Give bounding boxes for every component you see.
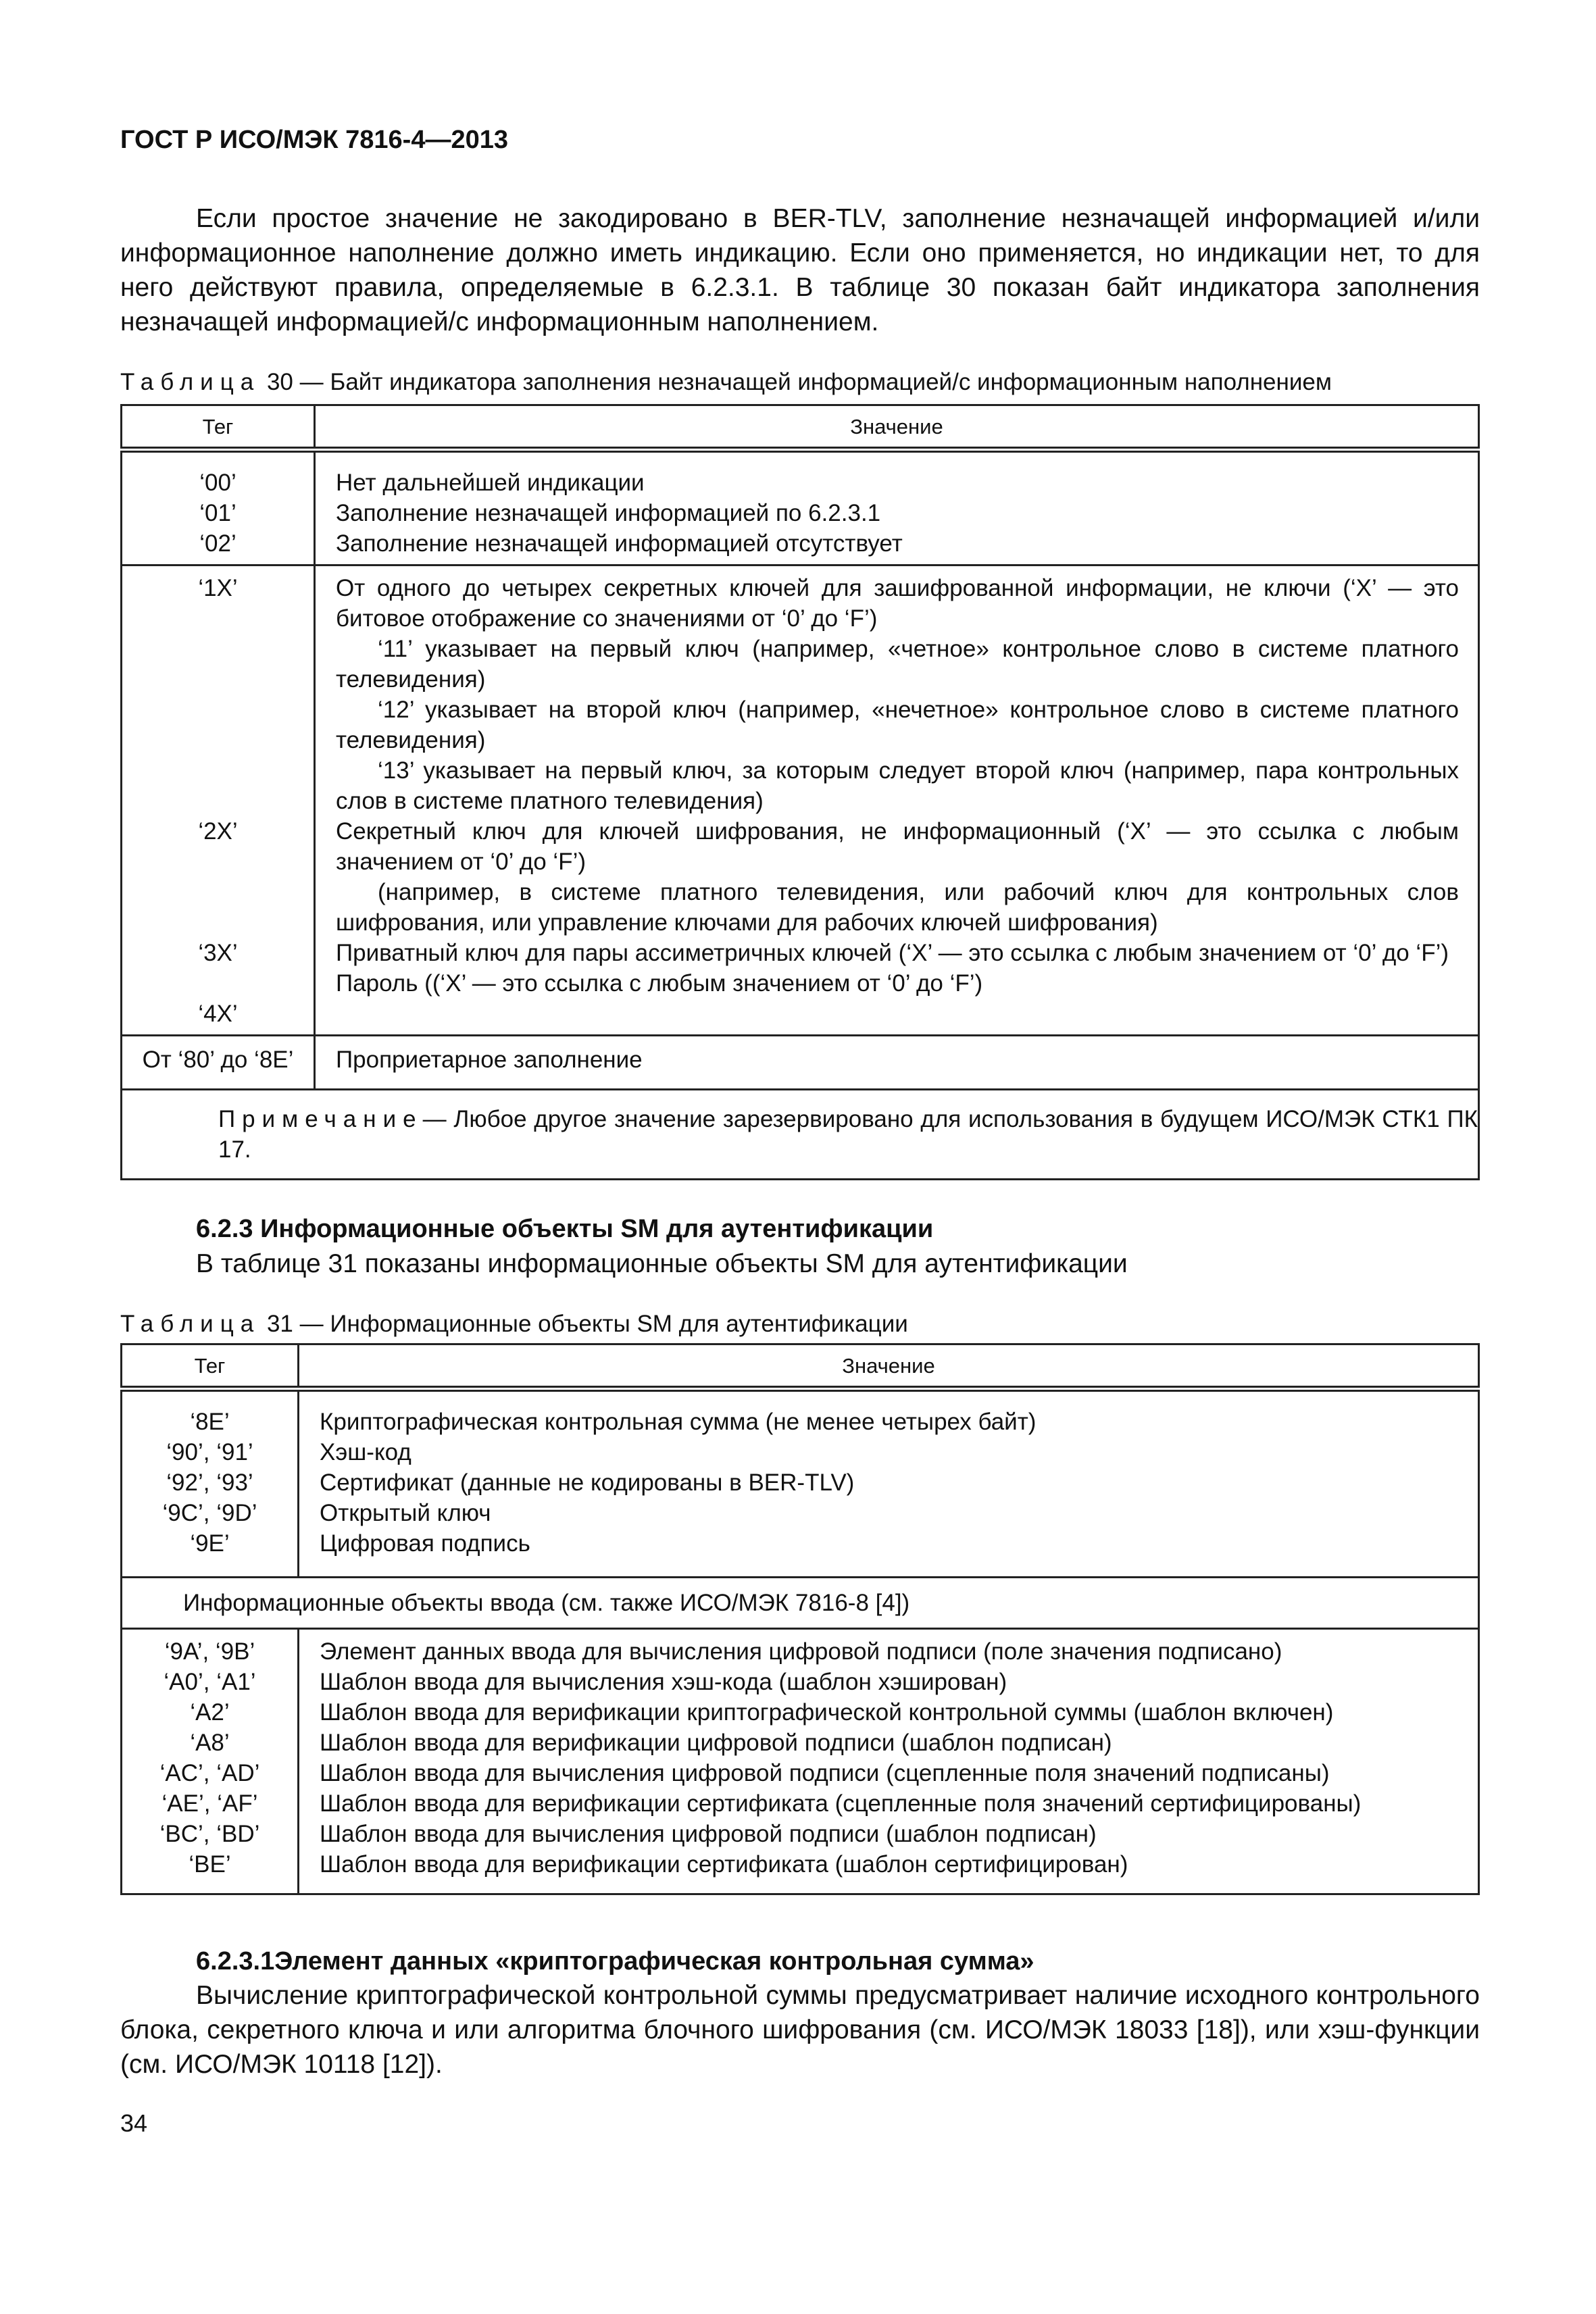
tag-value: ‘AE’, ‘AF’ xyxy=(161,1790,258,1817)
value-text: Криптографическая контрольная сумма (не менее четырех байт) xyxy=(320,1409,1037,1435)
tag-value: ‘3X’ xyxy=(198,940,238,966)
table30-col-value: Значение xyxy=(315,405,1479,450)
table31-header-row xyxy=(122,1344,1479,1389)
value-text: Пароль ((‘X’ — это ссылка с любым значением от ‘0’ до ‘F’) xyxy=(336,970,983,997)
tag-value: ‘1X’ xyxy=(198,575,238,601)
value-text: Шаблон ввода для верификации цифровой подписи (шаблон подписан) xyxy=(320,1730,1112,1756)
table31-caption xyxy=(120,1311,1480,1338)
section-6231-title: 6.2.3.1Элемент данных «криптографическая контрольная сумма» xyxy=(196,1947,1034,1976)
table31-caption-text: 31 — Информационные объекты SM для аутентификации xyxy=(266,1311,908,1337)
value-cell xyxy=(299,1389,1479,1578)
value-text: Заполнение незначащей информацией отсутствует xyxy=(336,530,903,557)
value-text: Шаблон ввода для вычисления цифровой подписи (шаблон подписан) xyxy=(320,1821,1097,1847)
value-text: ‘12’ указывает на второй ключ (например, «нечетное» контрольное слово в системе платного телевидения) xyxy=(336,697,1459,753)
table31 xyxy=(120,1343,1480,1895)
document-header: ГОСТ Р ИСО/МЭК 7816-4—2013 xyxy=(120,126,508,154)
value-cell xyxy=(299,1629,1479,1894)
section-623-title: 6.2.3 Информационные объекты SM для аутентификации xyxy=(196,1215,934,1243)
tag-value: ‘01’ xyxy=(199,500,236,526)
tag-cell: От ‘80’ до ‘8E’ xyxy=(122,1036,315,1090)
value-text: Шаблон ввода для вычисления хэш-кода (шаблон хэширован) xyxy=(320,1669,1007,1695)
tag-cell xyxy=(122,450,315,565)
tag-cell xyxy=(122,1389,299,1578)
tag-value: ‘2X’ xyxy=(198,818,238,845)
value-text: Приватный ключ для пары ассиметричных ключей (‘X’ — это ссылка с любым значением от ‘0’ до ‘F’) xyxy=(336,940,1449,966)
table30 xyxy=(120,404,1480,1180)
tag-value: ‘00’ xyxy=(199,470,236,496)
value-text: Шаблон ввода для верификации криптографической контрольной суммы (шаблон включен) xyxy=(320,1699,1334,1726)
tag-value: ‘92’, ‘93’ xyxy=(166,1469,253,1496)
table-row xyxy=(122,565,1479,1036)
value-text: Открытый ключ xyxy=(320,1500,491,1526)
tag-value: ‘AC’, ‘AD’ xyxy=(159,1760,260,1786)
table30-header-row xyxy=(122,405,1479,450)
value-text: Заполнение незначащей информацией по 6.2.3.1 xyxy=(336,500,881,526)
table-row xyxy=(122,450,1479,565)
tag-value: ‘90’, ‘91’ xyxy=(166,1439,253,1465)
table30-caption-text: 30 — Байт индикатора заполнения незначащей информацией/с информационным наполнением xyxy=(266,369,1332,395)
tag-value: ‘9C’, ‘9D’ xyxy=(162,1500,257,1526)
tag-value: ‘8E’ xyxy=(190,1409,230,1435)
table31-col-tag: Тег xyxy=(122,1344,299,1389)
value-cell xyxy=(315,450,1479,565)
tag-value: ‘02’ xyxy=(199,530,236,557)
span-row-cell: Информационные объекты ввода (см. также ИСО/МЭК 7816-8 [4]) xyxy=(122,1578,1479,1629)
table31-col-value: Значение xyxy=(299,1344,1479,1389)
value-text: Шаблон ввода для верификации сертификата (сцепленные поля значений сертифицированы) xyxy=(320,1790,1362,1817)
page-number: 34 xyxy=(120,2109,148,2137)
tag-value: ‘BC’, ‘BD’ xyxy=(159,1821,260,1847)
table30-note-row xyxy=(122,1090,1479,1180)
table-row xyxy=(122,1629,1479,1894)
table30-note xyxy=(122,1090,1479,1180)
tag-value: ‘9E’ xyxy=(190,1530,230,1557)
section-6231-text: Вычисление криптографической контрольной суммы предусматривает наличие исходного контрольного блока, секретного ключа и или алгоритма блочного шифрования (см. ИСО/МЭК 18033 [18]), или хэш-функции (см. ИСО/МЭК 10118 [12]). xyxy=(120,1981,1480,2079)
section-623-text: В таблице 31 показаны информационные объекты SM для аутентификации xyxy=(196,1249,1128,1278)
value-text: Сертификат (данные не кодированы в BER-TLV) xyxy=(320,1469,855,1496)
value-text: Шаблон ввода для вычисления цифровой подписи (сцепленные поля значений подписаны) xyxy=(320,1760,1330,1786)
tag-value: ‘A0’, ‘A1’ xyxy=(164,1669,256,1695)
value-text: Элемент данных ввода для вычисления цифровой подписи (поле значения подписано) xyxy=(320,1638,1282,1665)
tag-value: ‘A8’ xyxy=(190,1730,230,1756)
table30-col-tag: Тег xyxy=(122,405,315,450)
value-cell: Проприетарное заполнение xyxy=(315,1036,1479,1090)
intro-paragraph: Если простое значение не закодировано в BER-TLV, заполнение незначащей информацией и/или информационное наполнение должно иметь индикацию. Если оно применяется, но индикации нет, то для него действуют правила, определяемые в 6.2.3.1. В таблице 30 показан байт индикатора заполнения незначащей информацией/с информационным наполнением. xyxy=(120,204,1480,336)
value-cell xyxy=(315,565,1479,1036)
tag-value: ‘A2’ xyxy=(190,1699,230,1726)
value-text: Цифровая подпись xyxy=(320,1530,530,1557)
value-text: ‘11’ указывает на первый ключ (например, «четное» контрольное слово в системе платного телевидения) xyxy=(336,636,1459,693)
tag-cell xyxy=(122,565,315,1036)
table30-caption xyxy=(120,369,1480,396)
tag-value: ‘9A’, ‘9B’ xyxy=(164,1638,255,1665)
value-text: ‘13’ указывает на первый ключ, за которым следует второй ключ (например, пара контрольных слов в системе платного телевидения) xyxy=(336,757,1459,814)
note-text: — Любое другое значение зарезервировано для использования в будущем ИСО/МЭК СТК1 ПК 17. xyxy=(218,1106,1478,1163)
table31-caption-label: Таблица xyxy=(120,1311,261,1337)
table-row xyxy=(122,1389,1479,1578)
tag-value: ‘4X’ xyxy=(198,1001,238,1027)
note-label: Примечание xyxy=(218,1106,423,1132)
value-text: Шаблон ввода для верификации сертификата (шаблон сертифицирован) xyxy=(320,1851,1128,1878)
value-text: Хэш-код xyxy=(320,1439,412,1465)
table-row xyxy=(122,1036,1479,1090)
tag-value: ‘BE’ xyxy=(189,1851,231,1878)
value-text: Секретный ключ для ключей шифрования, не информационный (‘X’ — это ссылка с любым значением от ‘0’ до ‘F’) xyxy=(336,818,1459,875)
value-text: (например, в системе платного телевидения, или рабочий ключ для контрольных слов шифрования, или управление ключами для рабочих ключей шифрования) xyxy=(336,879,1459,936)
tag-cell xyxy=(122,1629,299,1894)
value-text: Нет дальнейшей индикации xyxy=(336,470,645,496)
value-text: От одного до четырех секретных ключей для зашифрованной информации, не ключи (‘X’ — это битовое отображение со значениями от ‘0’ до ‘F’) xyxy=(336,575,1459,632)
table30-caption-label: Таблица xyxy=(120,369,261,395)
table31-span-row xyxy=(122,1578,1479,1629)
